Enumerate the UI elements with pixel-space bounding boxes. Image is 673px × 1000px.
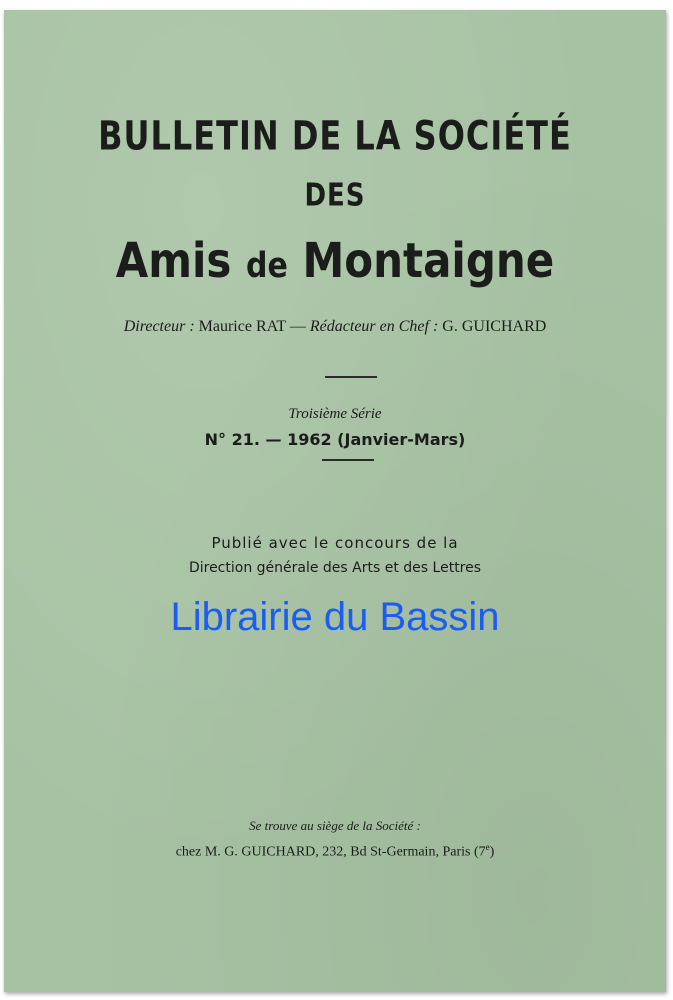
title-word-amis: Amis [115, 232, 232, 289]
publie-line: Publié avec le concours de la [211, 534, 459, 552]
title-word-montaigne: Montaigne [302, 232, 555, 289]
series-label: Troisième Série [288, 406, 382, 422]
redacteur-label: Rédacteur en Chef : [309, 318, 439, 335]
editors-line [4, 318, 666, 336]
siege-line: Se trouve au siège de la Société : [249, 818, 421, 833]
address-line [4, 842, 666, 861]
divider-top [325, 376, 377, 378]
librairie-watermark: Librairie du Bassin [170, 595, 500, 639]
direction-line: Direction générale des Arts et des Lettres [188, 560, 482, 576]
issue-number: N° 21. — 1962 (Janvier-Mars) [204, 430, 466, 449]
address-text: chez M. G. GUICHARD, 232, Bd St-Germain, Paris (7 [175, 844, 486, 860]
redacteur-name: G. GUICHARD [442, 318, 547, 335]
directeur-label: Directeur : [123, 318, 195, 335]
cover-title-line1: BULLETIN DE LA SOCIÉTÉ [98, 112, 572, 160]
title-word-de: de [246, 245, 288, 287]
book-cover [4, 10, 666, 992]
cover-title-line2: DES [304, 178, 366, 214]
address-close: ) [489, 844, 495, 860]
cover-title-line3 [4, 232, 666, 288]
divider-bottom [322, 459, 374, 461]
directeur-name: Maurice RAT — [198, 318, 306, 335]
address-superscript: e [485, 842, 490, 852]
